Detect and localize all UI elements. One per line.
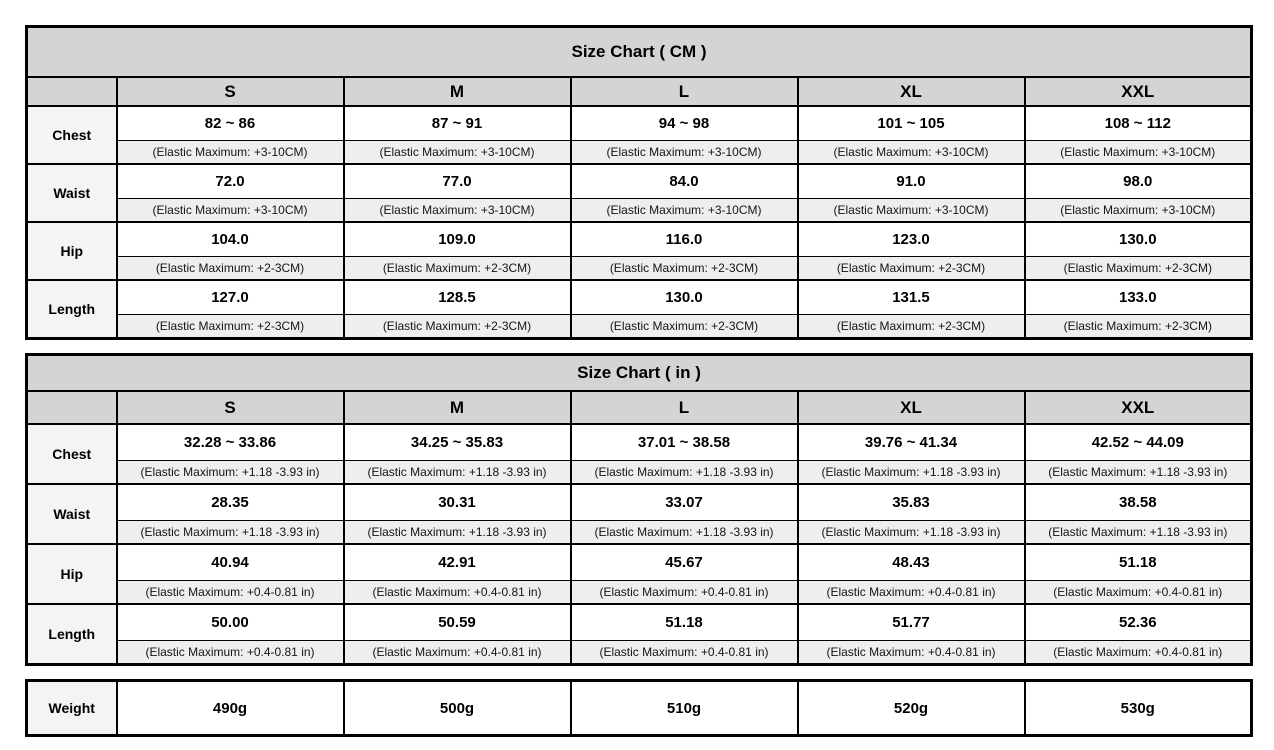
elastic-note-cell: (Elastic Maximum: +0.4-0.81 in)	[117, 641, 344, 665]
elastic-note-row	[27, 199, 1252, 223]
size-header-xxl: XXL	[1025, 391, 1252, 424]
value-cell: 116.0	[571, 222, 798, 257]
measurement-row	[27, 106, 1252, 141]
elastic-note-cell: (Elastic Maximum: +3-10CM)	[798, 199, 1025, 223]
size-header-row	[27, 391, 1252, 424]
value-cell: 104.0	[117, 222, 344, 257]
size-header-xl: XL	[798, 77, 1025, 106]
measurement-row	[27, 164, 1252, 199]
elastic-note-cell: (Elastic Maximum: +1.18 -3.93 in)	[798, 461, 1025, 485]
header-corner-cell	[27, 77, 117, 106]
value-cell: 37.01 ~ 38.58	[571, 424, 798, 461]
elastic-note-cell: (Elastic Maximum: +1.18 -3.93 in)	[1025, 461, 1252, 485]
table-title-row	[27, 355, 1252, 392]
weight-value-cell: 530g	[1025, 681, 1252, 736]
value-cell: 40.94	[117, 544, 344, 581]
elastic-note-cell: (Elastic Maximum: +1.18 -3.93 in)	[344, 521, 571, 545]
value-cell: 108 ~ 112	[1025, 106, 1252, 141]
value-cell: 101 ~ 105	[798, 106, 1025, 141]
elastic-note-cell: (Elastic Maximum: +0.4-0.81 in)	[344, 641, 571, 665]
value-cell: 45.67	[571, 544, 798, 581]
size-header-l: L	[571, 77, 798, 106]
value-cell: 51.18	[571, 604, 798, 641]
elastic-note-cell: (Elastic Maximum: +3-10CM)	[798, 141, 1025, 165]
measurement-row	[27, 222, 1252, 257]
table-title-row	[27, 27, 1252, 78]
elastic-note-cell: (Elastic Maximum: +3-10CM)	[571, 141, 798, 165]
elastic-note-cell: (Elastic Maximum: +0.4-0.81 in)	[798, 641, 1025, 665]
elastic-note-cell: (Elastic Maximum: +3-10CM)	[1025, 199, 1252, 223]
value-cell: 128.5	[344, 280, 571, 315]
value-cell: 51.77	[798, 604, 1025, 641]
elastic-note-cell: (Elastic Maximum: +0.4-0.81 in)	[571, 641, 798, 665]
value-cell: 33.07	[571, 484, 798, 521]
value-cell: 34.25 ~ 35.83	[344, 424, 571, 461]
elastic-note-cell: (Elastic Maximum: +3-10CM)	[117, 141, 344, 165]
value-cell: 131.5	[798, 280, 1025, 315]
elastic-note-cell: (Elastic Maximum: +1.18 -3.93 in)	[117, 521, 344, 545]
measurement-row	[27, 280, 1252, 315]
elastic-note-cell: (Elastic Maximum: +2-3CM)	[798, 315, 1025, 339]
elastic-note-row	[27, 257, 1252, 281]
size-header-xxl: XXL	[1025, 77, 1252, 106]
elastic-note-cell: (Elastic Maximum: +3-10CM)	[344, 141, 571, 165]
elastic-note-cell: (Elastic Maximum: +0.4-0.81 in)	[798, 581, 1025, 605]
value-cell: 52.36	[1025, 604, 1252, 641]
size-header-row	[27, 77, 1252, 106]
size-chart-table-in	[25, 353, 1253, 666]
row-label-length: Length	[27, 604, 117, 665]
row-label-length: Length	[27, 280, 117, 339]
size-header-l: L	[571, 391, 798, 424]
elastic-note-cell: (Elastic Maximum: +2-3CM)	[1025, 257, 1252, 281]
elastic-note-cell: (Elastic Maximum: +2-3CM)	[1025, 315, 1252, 339]
elastic-note-cell: (Elastic Maximum: +2-3CM)	[571, 315, 798, 339]
measurement-row	[27, 424, 1252, 461]
table-title: Size Chart ( in )	[27, 355, 1252, 392]
elastic-note-cell: (Elastic Maximum: +0.4-0.81 in)	[344, 581, 571, 605]
value-cell: 130.0	[571, 280, 798, 315]
value-cell: 48.43	[798, 544, 1025, 581]
elastic-note-cell: (Elastic Maximum: +3-10CM)	[1025, 141, 1252, 165]
elastic-note-row	[27, 581, 1252, 605]
value-cell: 130.0	[1025, 222, 1252, 257]
value-cell: 94 ~ 98	[571, 106, 798, 141]
weight-row	[27, 681, 1252, 736]
weight-value-cell: 500g	[344, 681, 571, 736]
elastic-note-cell: (Elastic Maximum: +3-10CM)	[117, 199, 344, 223]
elastic-note-cell: (Elastic Maximum: +0.4-0.81 in)	[1025, 581, 1252, 605]
elastic-note-cell: (Elastic Maximum: +2-3CM)	[344, 315, 571, 339]
elastic-note-row	[27, 641, 1252, 665]
weight-value-cell: 490g	[117, 681, 344, 736]
value-cell: 42.52 ~ 44.09	[1025, 424, 1252, 461]
value-cell: 50.00	[117, 604, 344, 641]
row-label-hip: Hip	[27, 222, 117, 280]
elastic-note-cell: (Elastic Maximum: +0.4-0.81 in)	[571, 581, 798, 605]
value-cell: 30.31	[344, 484, 571, 521]
elastic-note-cell: (Elastic Maximum: +2-3CM)	[798, 257, 1025, 281]
value-cell: 39.76 ~ 41.34	[798, 424, 1025, 461]
value-cell: 123.0	[798, 222, 1025, 257]
weight-table	[25, 679, 1253, 737]
size-header-xl: XL	[798, 391, 1025, 424]
measurement-row	[27, 604, 1252, 641]
value-cell: 133.0	[1025, 280, 1252, 315]
row-label-waist: Waist	[27, 484, 117, 544]
elastic-note-cell: (Elastic Maximum: +1.18 -3.93 in)	[571, 461, 798, 485]
elastic-note-cell: (Elastic Maximum: +0.4-0.81 in)	[1025, 641, 1252, 665]
elastic-note-row	[27, 521, 1252, 545]
elastic-note-row	[27, 461, 1252, 485]
value-cell: 28.35	[117, 484, 344, 521]
value-cell: 38.58	[1025, 484, 1252, 521]
table-title: Size Chart ( CM )	[27, 27, 1252, 78]
size-chart-table-cm	[25, 25, 1253, 340]
value-cell: 98.0	[1025, 164, 1252, 199]
elastic-note-cell: (Elastic Maximum: +0.4-0.81 in)	[117, 581, 344, 605]
row-label-chest: Chest	[27, 106, 117, 164]
size-header-m: M	[344, 391, 571, 424]
row-label-chest: Chest	[27, 424, 117, 484]
elastic-note-cell: (Elastic Maximum: +1.18 -3.93 in)	[117, 461, 344, 485]
row-label-waist: Waist	[27, 164, 117, 222]
value-cell: 32.28 ~ 33.86	[117, 424, 344, 461]
row-label-weight: Weight	[27, 681, 117, 736]
value-cell: 87 ~ 91	[344, 106, 571, 141]
elastic-note-cell: (Elastic Maximum: +3-10CM)	[344, 199, 571, 223]
elastic-note-cell: (Elastic Maximum: +1.18 -3.93 in)	[571, 521, 798, 545]
measurement-row	[27, 484, 1252, 521]
size-header-m: M	[344, 77, 571, 106]
value-cell: 109.0	[344, 222, 571, 257]
value-cell: 35.83	[798, 484, 1025, 521]
elastic-note-cell: (Elastic Maximum: +1.18 -3.93 in)	[344, 461, 571, 485]
measurement-row	[27, 544, 1252, 581]
elastic-note-cell: (Elastic Maximum: +3-10CM)	[571, 199, 798, 223]
row-label-hip: Hip	[27, 544, 117, 604]
value-cell: 77.0	[344, 164, 571, 199]
elastic-note-cell: (Elastic Maximum: +2-3CM)	[571, 257, 798, 281]
elastic-note-row	[27, 141, 1252, 165]
elastic-note-cell: (Elastic Maximum: +2-3CM)	[344, 257, 571, 281]
elastic-note-cell: (Elastic Maximum: +1.18 -3.93 in)	[798, 521, 1025, 545]
elastic-note-cell: (Elastic Maximum: +1.18 -3.93 in)	[1025, 521, 1252, 545]
value-cell: 51.18	[1025, 544, 1252, 581]
value-cell: 127.0	[117, 280, 344, 315]
elastic-note-row	[27, 315, 1252, 339]
value-cell: 72.0	[117, 164, 344, 199]
weight-value-cell: 510g	[571, 681, 798, 736]
value-cell: 84.0	[571, 164, 798, 199]
elastic-note-cell: (Elastic Maximum: +2-3CM)	[117, 315, 344, 339]
value-cell: 91.0	[798, 164, 1025, 199]
size-header-s: S	[117, 391, 344, 424]
value-cell: 50.59	[344, 604, 571, 641]
header-corner-cell	[27, 391, 117, 424]
elastic-note-cell: (Elastic Maximum: +2-3CM)	[117, 257, 344, 281]
weight-value-cell: 520g	[798, 681, 1025, 736]
value-cell: 82 ~ 86	[117, 106, 344, 141]
value-cell: 42.91	[344, 544, 571, 581]
size-header-s: S	[117, 77, 344, 106]
